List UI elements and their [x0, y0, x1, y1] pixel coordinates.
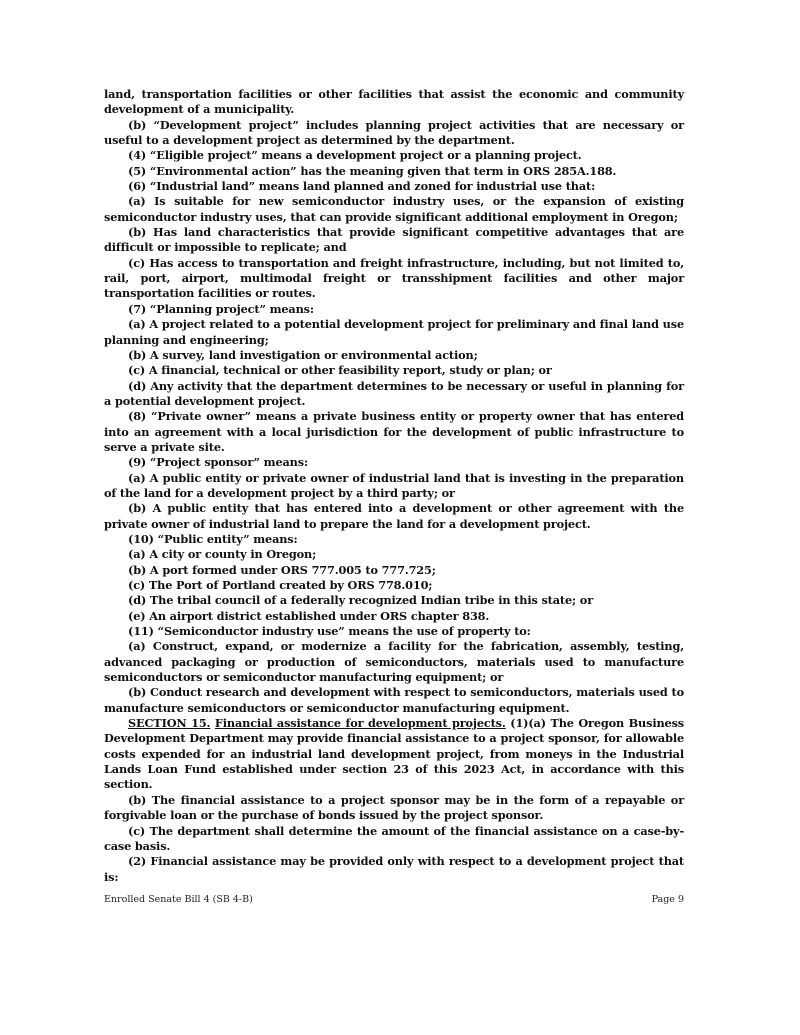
paragraph: (c) Has access to transportation and freight infrastructure, including, but not limited to, rail, port, airport, multimodal freight or transshipment facilities and other major transportation facilities or routes.	[104, 255, 684, 301]
paragraph: (11) “Semiconductor industry use” means the use of property to:	[128, 624, 531, 639]
paragraph: (10) “Public entity” means:	[128, 531, 298, 546]
paragraph: (b) Conduct research and development with respect to semiconductors, materials used to manufacture semiconductors or semiconductor manufacturing equipment.	[104, 685, 684, 715]
paragraph: (7) “Planning project” means:	[128, 301, 314, 316]
paragraph: (d) Any activity that the department determines to be necessary or useful in planning for a potential development project.	[104, 378, 684, 408]
footer-bill-title: Enrolled Senate Bill 4 (SB 4-B)	[104, 894, 253, 905]
paragraph: (5) “Environmental action” has the meaning given that term in ORS 285A.188.	[128, 163, 617, 178]
body-text	[104, 87, 684, 885]
paragraph: (2) Financial assistance may be provided only with respect to a development project that is:	[104, 854, 684, 884]
paragraph: (b) Has land characteristics that provide significant competitive advantages that are difficult or impossible to replicate; and	[104, 225, 684, 255]
paragraph: (6) “Industrial land” means land planned and zoned for industrial use that:	[128, 179, 596, 194]
paragraph: (a) A project related to a potential development project for preliminary and final land use planning and engineering;	[104, 317, 684, 347]
paragraph: (c) The Port of Portland created by ORS 778.010;	[128, 578, 433, 592]
section-title: Financial assistance for development projects.	[214, 716, 506, 731]
paragraph: (c) A financial, technical or other feasibility report, study or plan; or	[128, 363, 552, 378]
paragraph: land, transportation facilities or other facilities that assist the economic and community development of a municipality.	[104, 87, 684, 117]
paragraph: (c) The department shall determine the amount of the financial assistance on a case-by-case basis.	[104, 823, 684, 853]
paragraph: (a) Construct, expand, or modernize a facility for the fabrication, assembly, testing, advanced packaging or production of semiconductors, materials used to manufacture semiconductors or semiconductor manufacturing equipment; or	[104, 639, 684, 685]
section-heading: SECTION 15.	[128, 716, 211, 731]
paragraph: (e) An airport district established under ORS chapter 838.	[128, 608, 490, 623]
paragraph: (b) A survey, land investigation or environmental action;	[128, 347, 478, 362]
paragraph: (a) A public entity or private owner of industrial land that is investing in the preparation of the land for a development project by a third party; or	[104, 470, 684, 500]
paragraph: (b) The financial assistance to a project sponsor may be in the form of a repayable or forgivable loan or the purchase of bonds issued by the project sponsor.	[104, 792, 684, 823]
footer-page-number: Page 9	[651, 894, 684, 905]
page-footer	[104, 894, 684, 908]
paragraph: (a) Is suitable for new semiconductor industry uses, or the expansion of existing semiconductor industry uses, that can provide significant additional employment in Oregon;	[104, 194, 684, 224]
paragraph: (b) A public entity that has entered into a development or other agreement with the private owner of industrial land to prepare the land for a development project.	[104, 501, 684, 531]
paragraph: (8) “Private owner” means a private business entity or property owner that has entered into an agreement with a local jurisdiction for the development of public infrastructure to serve a private site.	[104, 409, 684, 454]
paragraph: (a) A city or county in Oregon;	[128, 547, 317, 562]
section-text: (1)(a) The Oregon Business Development Department may provide financial assistance to a project sponsor, for allowable costs expended for an industrial land development project, from moneys in the Industrial Lands Loan Fund established under section 23 of this 2023 Act, in accordance with this section.	[104, 716, 684, 792]
paragraph: (4) “Eligible project” means a development project or a planning project.	[128, 148, 582, 163]
paragraph: (b) A port formed under ORS 777.005 to 777.725;	[128, 562, 436, 577]
section-15-paragraph	[104, 716, 684, 793]
paragraph: (b) “Development project” includes planning project activities that are necessary or useful to a development project as determined by the department.	[104, 117, 684, 148]
paragraph: (9) “Project sponsor” means:	[128, 455, 308, 470]
paragraph: (d) The tribal council of a federally recognized Indian tribe in this state; or	[128, 593, 593, 608]
